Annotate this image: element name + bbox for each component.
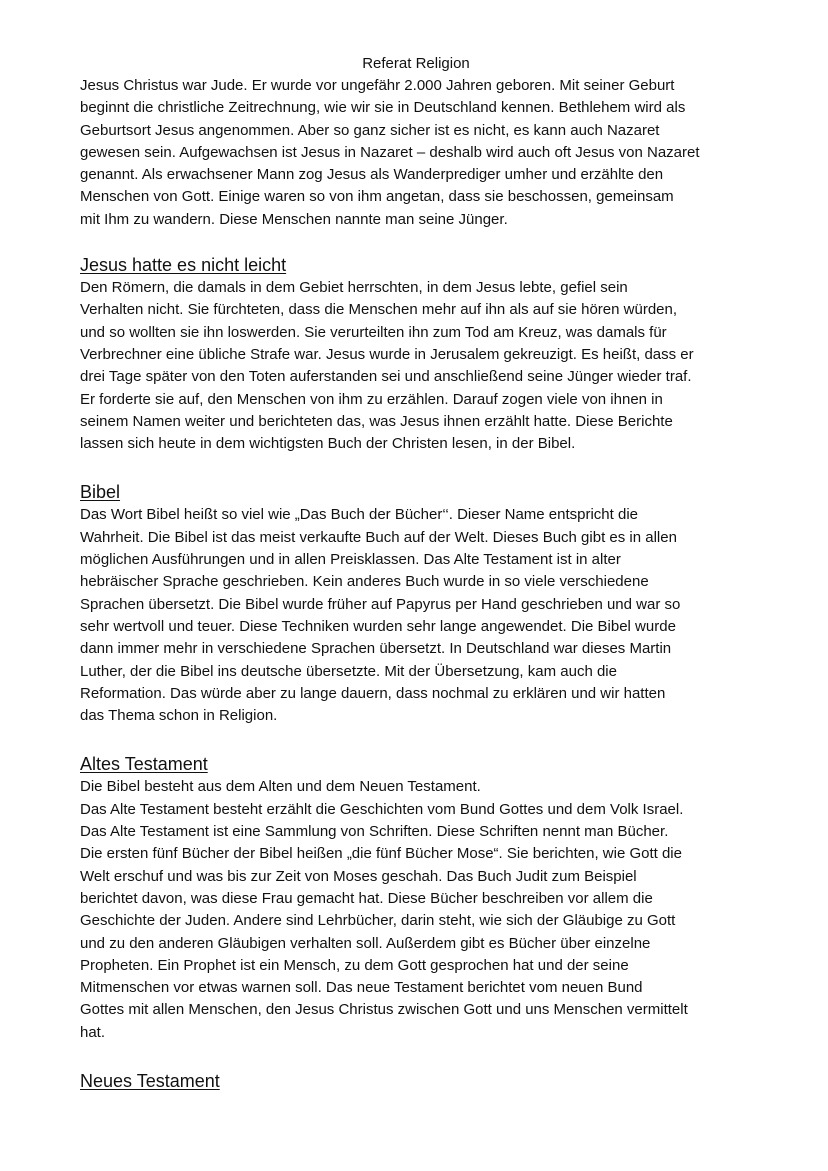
section-paragraph: Die Bibel besteht aus dem Alten und dem Neuen Testament. Das Alte Testament besteht erzählt die Geschichten vom Bund Gottes und dem Volk Israel. Das Alte Testament ist eine Sammlung von Schriften. Diese Schriften nennt man Bücher. Die ersten fünf Bücher der Bibel heißen „die fünf Bücher Mose“. Sie berichten, wie Gott die Welt erschuf und was bis zur Zeit von Moses geschah. Das Buch Judit zum Beispiel berichtet davon, was diese Frau gemacht hat. Diese Bücher beschreiben vor allem die Geschichte der Juden. Andere sind Lehrbücher, darin steht, wie sich der Gläubige zu Gott und zu den anderen Gläubigen verhalten soll. Außerdem gibt es Bücher über einzelne Propheten. Ein Prophet ist ein Mensch, zu dem Gott gesprochen hat und der seine Mitmenschen vor etwas warnen soll. Das neue Testament berichtet vom neuen Bund Gottes mit allen Menschen, den Jesus Christus zwischen Gott und uns Menschen vermittelt hat. <box>80 778 688 1041</box>
section-bibel <box>80 480 752 727</box>
section-heading: Altes Testament <box>80 754 208 775</box>
section-heading: Jesus hatte es nicht leicht <box>80 255 287 276</box>
section-altes-testament <box>80 752 752 1044</box>
section-paragraph: Das Wort Bibel heißt so viel wie „Das Buch der Bücher‘‘. Dieser Name entspricht die Wahrheit. Die Bibel ist das meist verkaufte Buch auf der Welt. Dieses Buch gibt es in allen möglichen Ausführungen und in allen Preisklassen. Das Alte Testament ist in alter hebräischer Sprache geschrieben. Kein anderes Buch wurde in so viele verschiedene Sprachen übersetzt. Die Bibel wurde früher auf Papyrus per Hand geschrieben und war so sehr wertvoll und teuer. Diese Techniken wurden sehr lange angewendet. Die Bibel wurde dann immer mehr in verschiedene Sprachen übersetzt. In Deutschland war dieses Martin Luther, der die Bibel ins deutsche übersetzte. Mit der Übersetzung, kam auch die Reformation. Das würde aber zu lange dauern, dass nochmal zu erklären und wir hatten das Thema schon in Religion. <box>80 506 681 725</box>
section-neues-testament <box>80 1069 752 1093</box>
section-paragraph: Den Römern, die damals in dem Gebiet herrschten, in dem Jesus lebte, gefiel sein Verhalten nicht. Sie fürchteten, dass die Menschen mehr auf ihn als auf sie hören würden, und so wollten sie ihn loswerden. Sie verurteilten ihn zum Tod am Kreuz, was damals für Verbrechner eine übliche Strafe war. Jesus wurde in Jerusalem gekreuzigt. Es heißt, dass er drei Tage später von den Toten auferstanden sei und anschließend seine Jünger wieder traf. Er forderte sie auf, den Menschen von ihm zu erzählen. Darauf zogen viele von ihnen in seinem Namen weiter und berichteten das, was Jesus ihnen erzählt hatte. Diese Berichte lassen sich heute in dem wichtigsten Buch der Christen lesen, in der Bibel. <box>80 279 694 453</box>
document-title: Referat Religion <box>362 55 470 72</box>
section-jesus-hatte-es-nicht-leicht <box>80 253 752 455</box>
document-page <box>80 54 752 1093</box>
section-heading: Neues Testament <box>80 1070 220 1091</box>
intro-paragraph: Jesus Christus war Jude. Er wurde vor ungefähr 2.000 Jahren geboren. Mit seiner Geburt beginnt die christliche Zeitrechnung, wie wir sie in Deutschland kennen. Bethlehem wird als Geburtsort Jesus angenommen. Aber so ganz sicher ist es nicht, es kann auch Nazaret gewesen sein. Aufgewachsen ist Jesus in Nazaret – deshalb wird auch oft Jesus von Nazaret genannt. Als erwachsener Mann zog Jesus als Wanderprediger umher und erzählte den Menschen von Gott. Einige waren so von ihm angetan, dass sie beschossen, gemeinsam mit Ihm zu wandern. Diese Menschen nannte man seine Jünger. <box>80 77 700 228</box>
section-heading: Bibel <box>80 482 121 503</box>
